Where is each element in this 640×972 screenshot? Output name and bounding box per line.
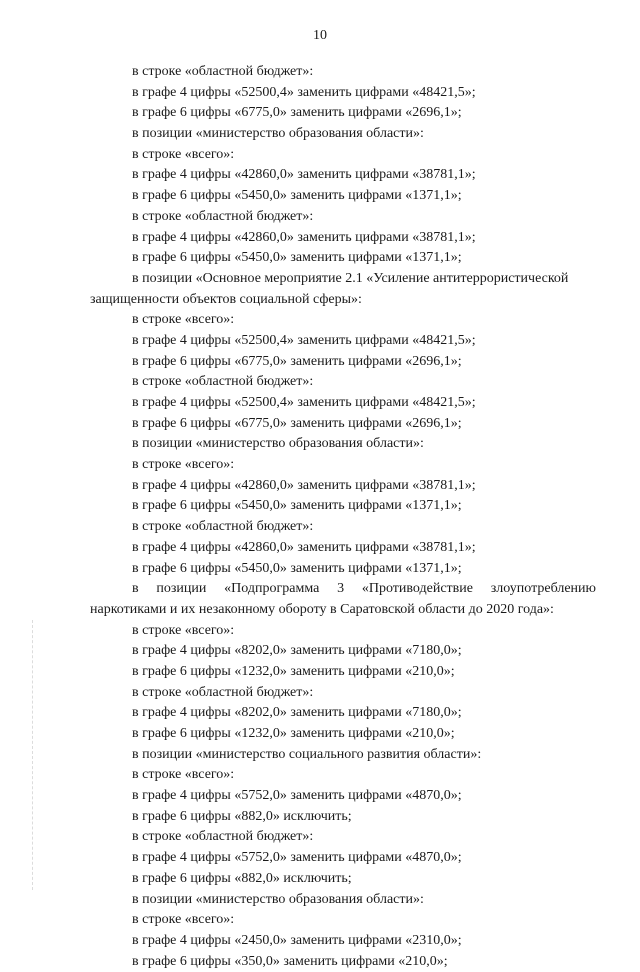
text-line: в графе 4 цифры «5752,0» заменить цифрами «4870,0»; [132, 850, 462, 866]
text-line: в графе 6 цифры «1232,0» заменить цифрами «210,0»; [132, 663, 455, 679]
text-line: в строке «всего»: [132, 312, 235, 328]
text-line: в графе 4 цифры «52500,4» заменить цифрами «48421,5»; [132, 395, 476, 410]
text-line: в позиции «Подпрограмма 3 «Противодействие злоупотреблению [132, 581, 596, 597]
text-line: в строке «областной бюджет»: [132, 64, 314, 79]
text-line: в графе 6 цифры «882,0» исключить; [132, 808, 352, 824]
text-line: в графе 6 цифры «882,0» исключить; [132, 870, 352, 886]
text-line: в графе 6 цифры «6775,0» заменить цифрами «2696,1»; [132, 353, 462, 369]
text-line: в позиции «министерство социального развития области»: [132, 746, 482, 762]
text-line: в строке «областной бюджет»: [132, 829, 314, 845]
text-line: в графе 4 цифры «52500,4» заменить цифрами «48421,5»; [132, 332, 476, 348]
text-line: в строке «всего»: [132, 767, 235, 783]
text-line: в строке «областной бюджет»: [132, 374, 314, 390]
text-line: в позиции «министерство образования области»: [132, 436, 424, 452]
text-line: в графе 6 цифры «5450,0» заменить цифрами «1371,1»; [132, 560, 462, 576]
text-line: в позиции «Основное мероприятие 2.1 «Усиление антитеррористической [132, 270, 569, 286]
text-line: в графе 6 цифры «350,0» заменить цифрами «210,0»; [132, 953, 448, 969]
text-line: в графе 4 цифры «42860,0» заменить цифрами «38781,1»; [132, 477, 476, 493]
text-line: в графе 6 цифры «5450,0» заменить цифрами «1371,1»; [132, 250, 462, 266]
text-line: в графе 4 цифры «5752,0» заменить цифрами «4870,0»; [132, 788, 462, 804]
text-line: в графе 4 цифры «8202,0» заменить цифрами «7180,0»; [132, 705, 462, 721]
text-line: в графе 4 цифры «42860,0» заменить цифрами «38781,1»; [132, 167, 476, 183]
text-line: в строке «всего»: [132, 622, 235, 638]
text-line: в графе 4 цифры «42860,0» заменить цифрами «38781,1»; [132, 229, 476, 245]
text-line: в графе 6 цифры «5450,0» заменить цифрами «1371,1»; [132, 188, 462, 204]
scan-edge-mark [32, 620, 34, 890]
page-number: 10 [313, 28, 327, 43]
text-line: в графе 4 цифры «2450,0» заменить цифрами «2310,0»; [132, 932, 462, 948]
text-line: в графе 6 цифры «5450,0» заменить цифрами «1371,1»; [132, 498, 462, 514]
text-line: в строке «всего»: [132, 912, 235, 928]
text-line: в позиции «министерство образования области»: [132, 891, 424, 907]
text-line: в графе 4 цифры «42860,0» заменить цифрами «38781,1»; [132, 539, 476, 555]
text-line: в графе 6 цифры «6775,0» заменить цифрами «2696,1»; [132, 105, 462, 121]
text-line: в строке «всего»: [132, 146, 235, 162]
text-line: наркотиками и их незаконному обороту в Саратовской области до 2020 года»: [90, 601, 554, 617]
document-body [90, 62, 596, 972]
text-line: в графе 6 цифры «1232,0» заменить цифрами «210,0»; [132, 726, 455, 741]
text-line: в позиции «министерство образования области»: [132, 126, 424, 142]
text-line: в графе 4 цифры «8202,0» заменить цифрами «7180,0»; [132, 643, 462, 659]
text-line: в строке «областной бюджет»: [132, 208, 314, 224]
text-line: в строке «всего»: [132, 457, 235, 473]
text-line: защищенности объектов социальной сферы»: [90, 291, 362, 307]
text-line: в строке «областной бюджет»: [132, 684, 314, 700]
text-line: в графе 4 цифры «52500,4» заменить цифрами «48421,5»; [132, 84, 476, 100]
text-line: в строке «областной бюджет»: [132, 519, 314, 535]
text-line: в графе 6 цифры «6775,0» заменить цифрами «2696,1»; [132, 415, 462, 431]
